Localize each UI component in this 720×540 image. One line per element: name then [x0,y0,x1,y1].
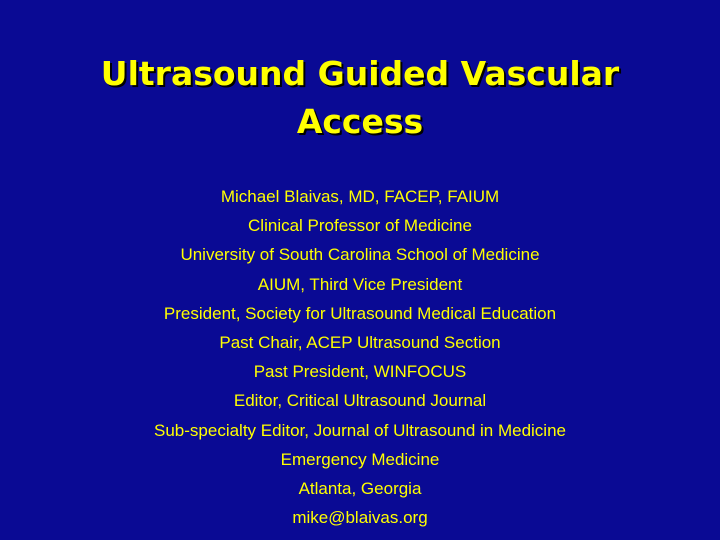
credit-line: Emergency Medicine [280,449,440,469]
credit-line: President, Society for Ultrasound Medical Education [163,303,557,323]
credit-line: Past President, WINFOCUS [253,362,467,382]
credit-line-email: mike@blaivas.org [292,508,428,528]
credit-line-location: Atlanta, Georgia [298,478,422,498]
slide-title: Ultrasound Guided Vascular Access [100,54,620,141]
credit-line: University of South Carolina School of Medicine [180,245,540,265]
credit-line: Editor, Critical Ultrasound Journal [233,391,487,411]
credit-line: Past Chair, ACEP Ultrasound Section [219,332,501,352]
author-credits [40,182,680,532]
credit-line-author-name: Michael Blaivas, MD, FACEP, FAIUM [220,187,500,206]
credit-line: Clinical Professor of Medicine [248,216,472,236]
credit-line: AIUM, Third Vice President [257,274,463,294]
credit-line: Sub-specialty Editor, Journal of Ultrasound in Medicine [154,420,566,440]
